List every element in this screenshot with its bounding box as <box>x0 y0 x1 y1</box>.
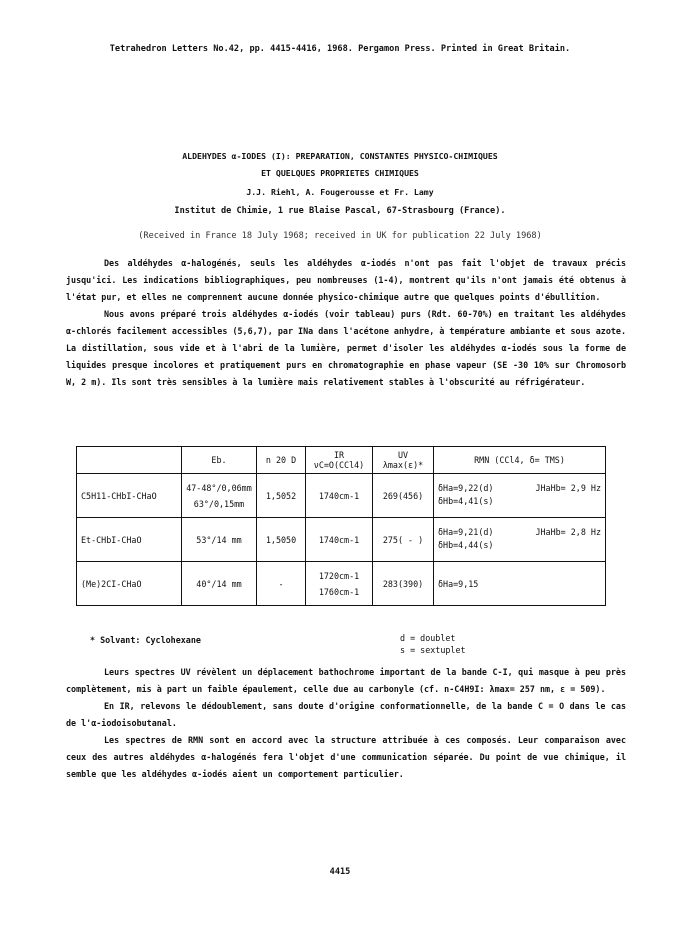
cell-uv: 283(390) <box>373 562 434 606</box>
cell-rmn-line: δHa=9,21(d) <box>438 526 494 537</box>
cell-nd: 1,5050 <box>257 518 306 562</box>
cell-eb <box>182 562 257 606</box>
cell-eb-line: 47-48°/0,06mm <box>186 482 252 493</box>
cell-rmn-line: δHb=4,41(s) <box>438 495 494 506</box>
body-block-2 <box>66 664 626 783</box>
paragraph-rmn: Les spectres de RMN sont en accord avec la structure attribuée à ces composés. Leur comparaison avec ceux des autres aldéhydes α-halogénés fera l'objet d'une communication séparée. Du point de vue chimique, il semble que les aldéhydes α-iodés aient un comportement particulier. <box>66 735 626 779</box>
cell-ir-line: 1740cm-1 <box>318 534 360 545</box>
cell-rmn-line: δHa=9,15 <box>438 578 479 589</box>
cell-rmn-line: δHa=9,22(d) <box>438 482 494 493</box>
body-block-1 <box>66 255 626 391</box>
paragraph-preparation: Nous avons préparé trois aldéhydes α-iodés (voir tableau) purs (Rdt. 60-70%) en traitant les aldéhydes α-chlorés facilement accessibles (5,6,7), par INa dans l'acétone anhydre, à température ambiante et sous azote. La distillation, sous vide et à l'abri de la lumière, permet d'isoler les aldéhydes α-iodés sous la forme de liquides presque incolores et pratiquement purs en chromatographie en phase vapeur (SE -30 10% sur Chromosorb W, 2 m). Ils sont très sensibles à la lumière mais relativement stables à l'obscurité au réfrigérateur. <box>66 309 626 387</box>
table-footnote-solvent: * Solvant: Cyclohexane <box>90 635 201 645</box>
cell-uv: 269(456) <box>373 474 434 518</box>
journal-header: Tetrahedron Letters No.42, pp. 4415-4416, 1968. Pergamon Press. Printed in Great Britain. <box>109 44 571 54</box>
page-number: 4415 <box>329 867 351 877</box>
paragraph-uv: Leurs spectres UV révèlent un déplacement bathochrome important de la bande C-I, qui masque à peu près complètement, mis à part un faible épaulement, celle due au carbonyle (cf. n-C4H9I: λmax= 257 nm, ε = 509). <box>66 667 626 694</box>
table-row <box>77 474 606 518</box>
cell-eb-line: 40°/14 mm <box>196 578 242 589</box>
received-dates: (Received in France 18 July 1968; received in UK for publication 22 July 1968) <box>138 231 542 241</box>
paragraph-ir: En IR, relevons le dédoublement, sans doute d'origine conformationnelle, de la bande C = O dans le cas de l'α-iodoisobutanal. <box>66 701 626 728</box>
cell-rmn <box>434 562 606 606</box>
cell-compound: C5H11-CHbI-CHaO <box>77 474 182 518</box>
cell-rmn <box>434 474 606 518</box>
cell-nd: - <box>257 562 306 606</box>
cell-ir-line: 1740cm-1 <box>318 490 360 501</box>
article-institution: Institut de Chimie, 1 rue Blaise Pascal, 67-Strasbourg (France). <box>174 206 506 216</box>
cell-uv: 275( - ) <box>373 518 434 562</box>
paragraph-intro: Des aldéhydes α-halogénés, seuls les aldéhydes α-iodés n'ont pas fait l'objet de travaux précis jusqu'ici. Les indications bibliographiques, peu nombreuses (1-4), montrent qu'ils n'ont jamais été obtenus à l'état pur, et elles ne comprennent aucune donnée physico-chimique autre que quelques points d'ébullition. <box>66 258 626 302</box>
cell-rmn-coupling: JHaHb= 2,8 Hz <box>535 526 601 537</box>
cell-eb <box>182 518 257 562</box>
col-header-compound <box>77 447 182 474</box>
cell-ir-line: 1720cm-1 <box>318 570 360 581</box>
cell-rmn <box>434 518 606 562</box>
cell-rmn-line: δHb=4,44(s) <box>438 539 494 550</box>
col-header-rmn: RMN (CCl4, δ= TMS) <box>434 447 606 474</box>
cell-rmn-top <box>438 527 601 537</box>
col-header-uv: UV λmax(ε)* <box>373 447 434 474</box>
cell-eb <box>182 474 257 518</box>
col-header-eb: Eb. <box>182 447 257 474</box>
cell-rmn-top <box>438 483 601 493</box>
col-header-ir: IR νC=O(CCl4) <box>306 447 373 474</box>
cell-ir <box>306 474 373 518</box>
article-title-line1: ALDEHYDES α-IODES (I): PREPARATION, CONSTANTES PHYSICO-CHIMIQUES <box>182 151 498 161</box>
table-row <box>77 518 606 562</box>
table-row <box>77 562 606 606</box>
col-header-nd: n 20 D <box>257 447 306 474</box>
article-authors: J.J. Riehl, A. Fougerousse et Fr. Lamy <box>246 187 434 197</box>
cell-ir <box>306 518 373 562</box>
cell-ir <box>306 562 373 606</box>
table-header-row <box>77 447 606 474</box>
cell-rmn-coupling: JHaHb= 2,9 Hz <box>535 482 601 493</box>
article-title-line2: ET QUELQUES PROPRIETES CHIMIQUES <box>261 168 419 178</box>
cell-compound: Et-CHbI-CHaO <box>77 518 182 562</box>
cell-eb-line: 53°/14 mm <box>196 534 242 545</box>
legend-sextuplet: s = sextuplet <box>400 645 466 655</box>
cell-compound: (Me)2CI-CHaO <box>77 562 182 606</box>
data-table <box>76 446 606 606</box>
cell-eb-line: 63°/0,15mm <box>193 498 245 509</box>
cell-nd: 1,5052 <box>257 474 306 518</box>
cell-ir-line: 1760cm-1 <box>318 586 360 597</box>
legend-doublet: d = doublet <box>400 633 456 643</box>
